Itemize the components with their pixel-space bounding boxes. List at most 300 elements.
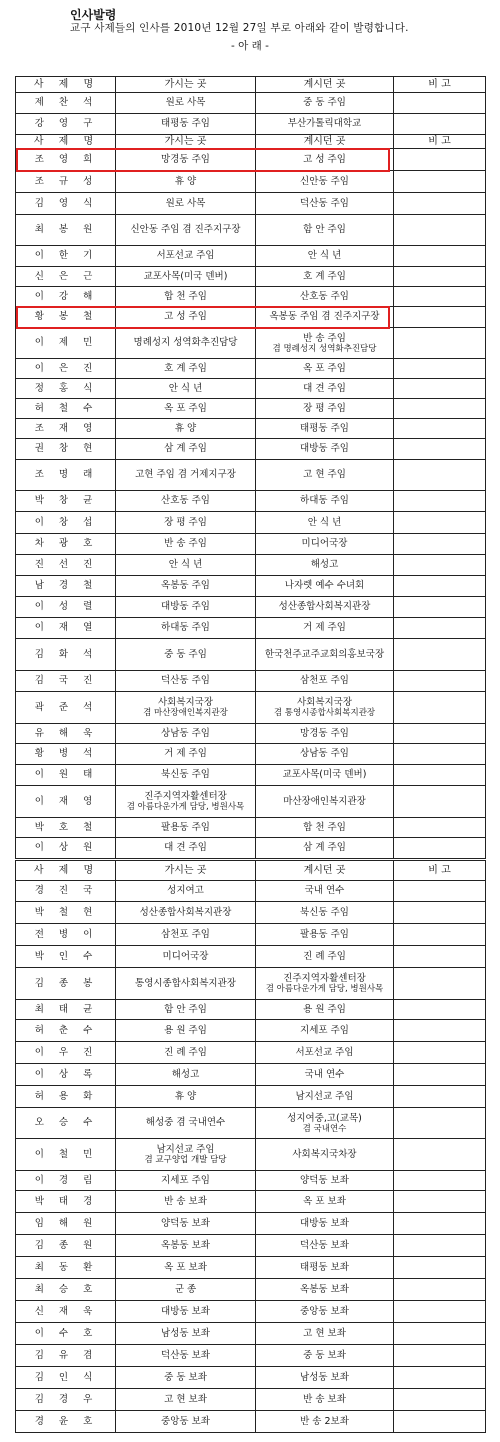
remarks-cell	[394, 149, 486, 171]
remarks-cell	[394, 491, 486, 512]
column-header: 비 고	[394, 135, 486, 149]
column-header: 가시는 곳	[116, 135, 256, 149]
previous-post-cell: 안 식 년	[256, 246, 394, 267]
new-post-cell: 해성고	[116, 1064, 256, 1086]
table-row	[16, 765, 486, 786]
table-row	[16, 692, 486, 724]
priest-name-cell: 임 해 원	[16, 1213, 116, 1235]
remarks-cell	[394, 246, 486, 267]
new-post-cell: 휴 양	[116, 1086, 256, 1108]
priest-name-cell: 김 종 봉	[16, 968, 116, 1000]
column-header: 비 고	[394, 861, 486, 881]
new-post-cell: 휴 양	[116, 419, 256, 439]
new-post-cell: 산호동 주임	[116, 491, 256, 512]
remarks-cell	[394, 946, 486, 968]
priest-name-cell: 김 영 식	[16, 193, 116, 215]
remarks-cell	[394, 555, 486, 576]
previous-post-cell: 지세포 주임	[256, 1020, 394, 1042]
previous-post-cell: 한국천주교주교회의홍보국장	[256, 639, 394, 671]
remarks-cell	[394, 1301, 486, 1323]
page-title: 인사발령	[70, 8, 117, 22]
remarks-cell	[394, 786, 486, 818]
table-row	[16, 491, 486, 512]
table-row	[16, 1171, 486, 1191]
remarks-cell	[394, 692, 486, 724]
table-row	[16, 597, 486, 618]
table-row	[16, 215, 486, 246]
table-row	[16, 924, 486, 946]
priest-name-cell: 박 창 균	[16, 491, 116, 512]
table-row	[16, 193, 486, 215]
remarks-cell	[394, 618, 486, 639]
remarks-cell	[394, 1213, 486, 1235]
previous-post-cell: 고 현 주임	[256, 460, 394, 491]
table-row	[16, 1000, 486, 1020]
highlight-box	[16, 306, 390, 329]
table-row	[16, 1411, 486, 1433]
remarks-cell	[394, 512, 486, 534]
table-row	[16, 399, 486, 419]
priest-name-cell: 이 재 열	[16, 618, 116, 639]
new-post-cell: 원로 사목	[116, 93, 256, 114]
new-post-cell: 합 천 주임	[116, 287, 256, 307]
previous-post-cell: 중 동 주임	[256, 93, 394, 114]
remarks-cell	[394, 1086, 486, 1108]
remarks-cell	[394, 881, 486, 902]
priest-name-cell: 이 성 렬	[16, 597, 116, 618]
previous-post-cell: 남지선교 주임	[256, 1086, 394, 1108]
priest-name-cell: 조 규 성	[16, 171, 116, 193]
priest-name-cell: 황 병 석	[16, 744, 116, 765]
priest-name-cell: 이 원 태	[16, 765, 116, 786]
new-post-cell: 사회복지국장 겸 마산장애인복지관장	[116, 692, 256, 724]
previous-post-cell: 옥 포 주임	[256, 359, 394, 379]
previous-post-cell: 진주지역자활센터장 겸 아름다운가게 담당, 병원사목	[256, 968, 394, 1000]
priest-name-cell: 이 제 민	[16, 328, 116, 359]
priest-name-cell: 김 국 진	[16, 671, 116, 692]
priest-name-cell: 김 유 겸	[16, 1345, 116, 1367]
remarks-cell	[394, 1191, 486, 1213]
new-post-cell: 고 성 주임	[116, 307, 256, 328]
previous-post-cell: 태평동 주임	[256, 419, 394, 439]
previous-post-cell: 북신동 주임	[256, 902, 394, 924]
priest-name-cell: 경 윤 호	[16, 1411, 116, 1433]
remarks-cell	[394, 1139, 486, 1171]
remarks-cell	[394, 379, 486, 399]
table-row	[16, 881, 486, 902]
new-post-cell: 덕산동 주임	[116, 671, 256, 692]
remarks-cell	[394, 359, 486, 379]
remarks-cell	[394, 267, 486, 287]
table-row	[16, 1367, 486, 1389]
previous-post-cell: 안 식 년	[256, 512, 394, 534]
table-row	[16, 786, 486, 818]
priest-name-cell: 경 진 국	[16, 881, 116, 902]
remarks-cell	[394, 193, 486, 215]
new-post-cell: 휴 양	[116, 171, 256, 193]
previous-post-cell: 덕산동 보좌	[256, 1235, 394, 1257]
new-post-cell: 대방동 주임	[116, 597, 256, 618]
column-header: 비 고	[394, 77, 486, 93]
new-post-cell: 서포선교 주임	[116, 246, 256, 267]
previous-post-cell: 해성고	[256, 555, 394, 576]
new-post-cell: 남지선교 주임 겸 교구양업 개발 담당	[116, 1139, 256, 1171]
priest-name-cell: 유 해 욱	[16, 724, 116, 744]
appointments-table-1	[15, 76, 486, 859]
table-row	[16, 439, 486, 460]
table-row	[16, 267, 486, 287]
remarks-cell	[394, 460, 486, 491]
priest-name-cell: 김 경 우	[16, 1389, 116, 1411]
column-header: 계시던 곳	[256, 77, 394, 93]
previous-post-cell: 부산가톨릭대학교	[256, 114, 394, 135]
priest-name-cell: 신 은 근	[16, 267, 116, 287]
new-post-cell: 통영시종합사회복지관장	[116, 968, 256, 1000]
announcement-text: 교구 사제들의 인사를 2010년 12월 27일 부로 아래와 같이 발령합니다.	[70, 22, 409, 34]
table-row	[16, 534, 486, 555]
previous-post-cell: 미디어국장	[256, 534, 394, 555]
remarks-cell	[394, 1389, 486, 1411]
remarks-cell	[394, 765, 486, 786]
previous-post-cell: 상남동 주임	[256, 744, 394, 765]
previous-post-cell: 옥봉동 주임 겸 진주지구장	[256, 307, 394, 328]
new-post-cell: 중 동 보좌	[116, 1367, 256, 1389]
priest-name-cell: 최 동 환	[16, 1257, 116, 1279]
priest-name-cell: 조 영 희	[16, 149, 116, 171]
new-post-cell: 미디어국장	[116, 946, 256, 968]
table-row	[16, 512, 486, 534]
previous-post-cell: 반 송 2보좌	[256, 1411, 394, 1433]
previous-post-cell: 팔용동 주임	[256, 924, 394, 946]
column-header: 사 제 명	[16, 135, 116, 149]
new-post-cell: 안 식 년	[116, 379, 256, 399]
table-row	[16, 171, 486, 193]
previous-post-cell: 대방동 주임	[256, 439, 394, 460]
new-post-cell: 해성중 겸 국내연수	[116, 1108, 256, 1139]
previous-post-cell: 호 계 주임	[256, 267, 394, 287]
remarks-cell	[394, 439, 486, 460]
previous-post-cell: 용 원 주임	[256, 1000, 394, 1020]
priest-name-cell: 이 상 록	[16, 1064, 116, 1086]
priest-name-cell: 김 인 식	[16, 1367, 116, 1389]
priest-name-cell: 차 광 호	[16, 534, 116, 555]
priest-name-cell: 김 화 석	[16, 639, 116, 671]
remarks-cell	[394, 534, 486, 555]
priest-name-cell: 신 재 욱	[16, 1301, 116, 1323]
previous-post-cell: 교포사목(미국 덴버)	[256, 765, 394, 786]
previous-post-cell: 합 천 주임	[256, 818, 394, 838]
previous-post-cell: 양덕동 보좌	[256, 1171, 394, 1191]
remarks-cell	[394, 1171, 486, 1191]
table-row	[16, 287, 486, 307]
section-subtitle: - 아 래 -	[231, 40, 269, 52]
priest-name-cell: 곽 준 석	[16, 692, 116, 724]
new-post-cell: 남성동 보좌	[116, 1323, 256, 1345]
previous-post-cell: 서포선교 주임	[256, 1042, 394, 1064]
remarks-cell	[394, 93, 486, 114]
previous-post-cell: 나자렛 예수 수녀회	[256, 576, 394, 597]
new-post-cell: 하대동 주임	[116, 618, 256, 639]
table-row	[16, 576, 486, 597]
priest-name-cell: 이 한 기	[16, 246, 116, 267]
table-header-row	[16, 77, 486, 93]
table-row	[16, 93, 486, 114]
appointments-table-2	[15, 860, 486, 1433]
previous-post-cell: 덕산동 주임	[256, 193, 394, 215]
new-post-cell: 반 송 보좌	[116, 1191, 256, 1213]
priest-name-cell: 이 재 영	[16, 786, 116, 818]
previous-post-cell: 진 례 주임	[256, 946, 394, 968]
table-header-row	[16, 135, 486, 149]
previous-post-cell: 사회복지국장 겸 통영시종합사회복지관장	[256, 692, 394, 724]
table-row	[16, 838, 486, 859]
priest-name-cell: 이 수 호	[16, 1323, 116, 1345]
priest-name-cell: 김 종 원	[16, 1235, 116, 1257]
priest-name-cell: 조 재 영	[16, 419, 116, 439]
table-row	[16, 359, 486, 379]
remarks-cell	[394, 399, 486, 419]
previous-post-cell: 대방동 보좌	[256, 1213, 394, 1235]
priest-name-cell: 이 상 원	[16, 838, 116, 859]
table-row	[16, 1191, 486, 1213]
new-post-cell: 거 제 주임	[116, 744, 256, 765]
table-row	[16, 946, 486, 968]
previous-post-cell: 산호동 주임	[256, 287, 394, 307]
table-header-row	[16, 861, 486, 881]
priest-name-cell: 조 명 래	[16, 460, 116, 491]
previous-post-cell: 삼 계 주임	[256, 838, 394, 859]
priest-name-cell: 정 홍 식	[16, 379, 116, 399]
priest-name-cell: 허 춘 수	[16, 1020, 116, 1042]
new-post-cell: 대 견 주임	[116, 838, 256, 859]
table-row	[16, 724, 486, 744]
new-post-cell: 덕산동 보좌	[116, 1345, 256, 1367]
new-post-cell: 진 례 주임	[116, 1042, 256, 1064]
table-row	[16, 1064, 486, 1086]
new-post-cell: 용 원 주임	[116, 1020, 256, 1042]
remarks-cell	[394, 838, 486, 859]
new-post-cell: 상남동 주임	[116, 724, 256, 744]
highlight-box	[16, 148, 390, 172]
remarks-cell	[394, 1235, 486, 1257]
new-post-cell: 장 평 주임	[116, 512, 256, 534]
previous-post-cell: 대 견 주임	[256, 379, 394, 399]
previous-post-cell: 마산장애인복지관장	[256, 786, 394, 818]
priest-name-cell: 박 태 경	[16, 1191, 116, 1213]
table-row	[16, 1389, 486, 1411]
priest-name-cell: 이 철 민	[16, 1139, 116, 1171]
new-post-cell: 성지여고	[116, 881, 256, 902]
remarks-cell	[394, 171, 486, 193]
previous-post-cell: 옥 포 보좌	[256, 1191, 394, 1213]
table-row	[16, 968, 486, 1000]
remarks-cell	[394, 924, 486, 946]
table-row	[16, 1323, 486, 1345]
remarks-cell	[394, 968, 486, 1000]
previous-post-cell: 중 동 보좌	[256, 1345, 394, 1367]
priest-name-cell: 오 승 수	[16, 1108, 116, 1139]
priest-name-cell: 박 철 현	[16, 902, 116, 924]
previous-post-cell: 남성동 보좌	[256, 1367, 394, 1389]
previous-post-cell: 신안동 주임	[256, 171, 394, 193]
previous-post-cell: 성산종합사회복지관장	[256, 597, 394, 618]
table-row	[16, 419, 486, 439]
remarks-cell	[394, 114, 486, 135]
new-post-cell: 대방동 보좌	[116, 1301, 256, 1323]
priest-name-cell: 이 우 진	[16, 1042, 116, 1064]
previous-post-cell: 사회복지국차장	[256, 1139, 394, 1171]
remarks-cell	[394, 1000, 486, 1020]
table-row	[16, 671, 486, 692]
new-post-cell: 망경동 주임	[116, 149, 256, 171]
table-row	[16, 1020, 486, 1042]
table-row	[16, 1279, 486, 1301]
priest-name-cell: 이 경 림	[16, 1171, 116, 1191]
column-header: 계시던 곳	[256, 135, 394, 149]
table-row	[16, 1108, 486, 1139]
priest-name-cell: 박 인 수	[16, 946, 116, 968]
remarks-cell	[394, 1411, 486, 1433]
new-post-cell: 옥봉동 주임	[116, 576, 256, 597]
new-post-cell: 반 송 주임	[116, 534, 256, 555]
new-post-cell: 삼천포 주임	[116, 924, 256, 946]
table-row	[16, 1139, 486, 1171]
column-header: 사 제 명	[16, 77, 116, 93]
priest-name-cell: 최 봉 원	[16, 215, 116, 246]
table-row	[16, 618, 486, 639]
new-post-cell: 신안동 주임 겸 진주지구장	[116, 215, 256, 246]
table-row	[16, 1213, 486, 1235]
new-post-cell: 함 안 주임	[116, 1000, 256, 1020]
previous-post-cell: 삼천포 주임	[256, 671, 394, 692]
remarks-cell	[394, 1367, 486, 1389]
remarks-cell	[394, 328, 486, 359]
remarks-cell	[394, 902, 486, 924]
previous-post-cell: 중앙동 보좌	[256, 1301, 394, 1323]
remarks-cell	[394, 1279, 486, 1301]
remarks-cell	[394, 744, 486, 765]
table-row	[16, 1345, 486, 1367]
new-post-cell: 교포사목(미국 덴버)	[116, 267, 256, 287]
remarks-cell	[394, 724, 486, 744]
new-post-cell: 북신동 주임	[116, 765, 256, 786]
new-post-cell: 옥 포 주임	[116, 399, 256, 419]
new-post-cell: 삼 계 주임	[116, 439, 256, 460]
remarks-cell	[394, 1020, 486, 1042]
previous-post-cell: 거 제 주임	[256, 618, 394, 639]
table-row	[16, 1257, 486, 1279]
table-row	[16, 114, 486, 135]
new-post-cell: 양덕동 보좌	[116, 1213, 256, 1235]
previous-post-cell: 성지여중,고(교목) 겸 국내연수	[256, 1108, 394, 1139]
previous-post-cell: 국내 연수	[256, 1064, 394, 1086]
table-row	[16, 1301, 486, 1323]
table-row	[16, 328, 486, 359]
remarks-cell	[394, 597, 486, 618]
previous-post-cell: 망경동 주임	[256, 724, 394, 744]
remarks-cell	[394, 1042, 486, 1064]
previous-post-cell: 반 송 주임 겸 명례성지 성역화추진담당	[256, 328, 394, 359]
new-post-cell: 중 동 주임	[116, 639, 256, 671]
previous-post-cell: 국내 연수	[256, 881, 394, 902]
new-post-cell: 옥 포 보좌	[116, 1257, 256, 1279]
table-row	[16, 1086, 486, 1108]
column-header: 사 제 명	[16, 861, 116, 881]
priest-name-cell: 전 병 이	[16, 924, 116, 946]
previous-post-cell: 함 안 주임	[256, 215, 394, 246]
remarks-cell	[394, 1257, 486, 1279]
new-post-cell: 중앙동 보좌	[116, 1411, 256, 1433]
remarks-cell	[394, 307, 486, 328]
table-row	[16, 639, 486, 671]
new-post-cell: 안 식 년	[116, 555, 256, 576]
new-post-cell: 성산종합사회복지관장	[116, 902, 256, 924]
table-row	[16, 744, 486, 765]
priest-name-cell: 이 강 해	[16, 287, 116, 307]
priest-name-cell: 권 창 현	[16, 439, 116, 460]
column-header: 가시는 곳	[116, 77, 256, 93]
priest-name-cell: 남 경 철	[16, 576, 116, 597]
priest-name-cell: 허 철 수	[16, 399, 116, 419]
remarks-cell	[394, 1064, 486, 1086]
table-row	[16, 555, 486, 576]
new-post-cell: 고 현 보좌	[116, 1389, 256, 1411]
remarks-cell	[394, 818, 486, 838]
table-row	[16, 460, 486, 491]
remarks-cell	[394, 287, 486, 307]
remarks-cell	[394, 1345, 486, 1367]
new-post-cell: 지세포 주임	[116, 1171, 256, 1191]
previous-post-cell: 고 현 보좌	[256, 1323, 394, 1345]
new-post-cell: 진주지역자활센터장 겸 아름다운가게 담당, 병원사목	[116, 786, 256, 818]
priest-name-cell: 이 은 진	[16, 359, 116, 379]
previous-post-cell: 고 성 주임	[256, 149, 394, 171]
previous-post-cell: 하대동 주임	[256, 491, 394, 512]
priest-name-cell: 박 호 철	[16, 818, 116, 838]
remarks-cell	[394, 576, 486, 597]
priest-name-cell: 최 승 호	[16, 1279, 116, 1301]
new-post-cell: 명례성지 성역화추진담당	[116, 328, 256, 359]
priest-name-cell: 제 찬 석	[16, 93, 116, 114]
table-row	[16, 1235, 486, 1257]
remarks-cell	[394, 639, 486, 671]
priest-name-cell: 최 태 균	[16, 1000, 116, 1020]
new-post-cell: 원로 사목	[116, 193, 256, 215]
new-post-cell: 옥봉동 보좌	[116, 1235, 256, 1257]
remarks-cell	[394, 215, 486, 246]
new-post-cell: 태평동 주임	[116, 114, 256, 135]
column-header: 가시는 곳	[116, 861, 256, 881]
table-row	[16, 1042, 486, 1064]
priest-name-cell: 황 봉 철	[16, 307, 116, 328]
previous-post-cell: 반 송 보좌	[256, 1389, 394, 1411]
priest-name-cell: 이 창 섭	[16, 512, 116, 534]
previous-post-cell: 장 평 주임	[256, 399, 394, 419]
table-row	[16, 379, 486, 399]
remarks-cell	[394, 419, 486, 439]
column-header: 계시던 곳	[256, 861, 394, 881]
new-post-cell: 군 종	[116, 1279, 256, 1301]
remarks-cell	[394, 1323, 486, 1345]
previous-post-cell: 태평동 보좌	[256, 1257, 394, 1279]
priest-name-cell: 강 영 구	[16, 114, 116, 135]
table-row	[16, 818, 486, 838]
previous-post-cell: 옥봉동 보좌	[256, 1279, 394, 1301]
new-post-cell: 호 계 주임	[116, 359, 256, 379]
new-post-cell: 팔용동 주임	[116, 818, 256, 838]
remarks-cell	[394, 671, 486, 692]
priest-name-cell: 진 선 진	[16, 555, 116, 576]
